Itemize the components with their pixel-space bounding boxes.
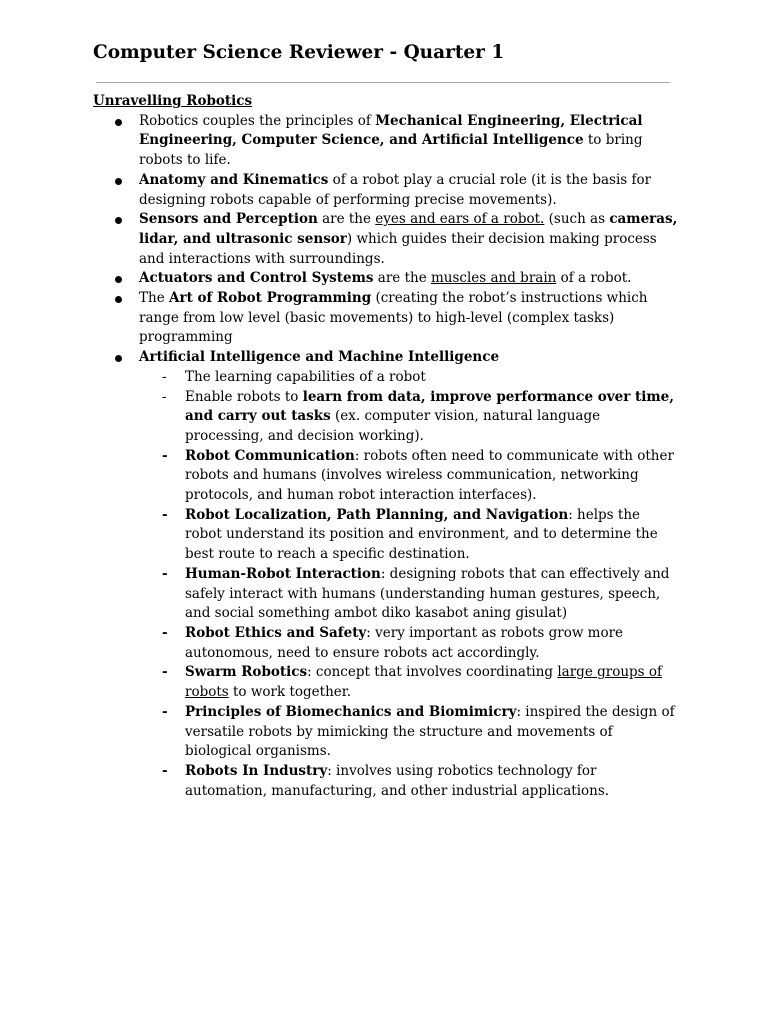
dash-marker: -	[162, 624, 168, 641]
dash-marker: -	[162, 664, 168, 681]
bullet-marker	[115, 355, 122, 362]
bullet-marker	[115, 296, 122, 303]
sub-item-localization-navigation: - Robot Localization, Path Planning, and Navigation: helps the robot understand its position and environment, and to determine the best route to reach a specific destination.	[162, 506, 658, 563]
sub-item-swarm-robotics: - Swarm Robotics: concept that involves coordinating large groups of robots to work together.	[162, 664, 663, 701]
dash-marker: -	[162, 506, 168, 523]
bullet-item-ai-machine-intelligence: Artificial Intelligence and Machine Intelligence - The learning capabilities of a robot - Enable robots to learn from data, improve performance over time, and carry out tasks (ex. computer vision, natural language processing, and decision working). - Robot Communication: robots often need to communicate with other robots and humans (involves wireless communication, networking protocols, and human robot interaction interfaces). - Robot Localization, Path Planning, and Navigation: helps the robot understand its position and environment, and to determine the best route to reach a specific destination. - Human-Robot Interaction: designing robots that can effectively and safely interact with humans (understanding human gestures, speech, and social something ambot diko kasabot aning gisulat) - Robot Ethics and Safety: very important as robots grow more autonomous, need to ensure robots act accordingly. - Swarm Robotics: concept that involves coordinating large groups of robots to work together. - Principles of Biomechanics and Biomimicry: inspired the design of versatile robots by mimicking the structure and movements of biological organisms. - Robots In Industry: involves using robotics technology for automation, manufacturing, and other industrial applications.	[139, 348, 678, 801]
dash-marker: -	[162, 388, 167, 405]
bullet-marker	[115, 119, 122, 126]
bullet-item-robot-programming: The Art of Robot Programming (creating the robot’s instructions which range from low level (basic movements) to high-level (complex tasks) programming	[139, 289, 678, 348]
document-body	[93, 92, 678, 801]
document-title: Computer Science Reviewer - Quarter 1	[93, 42, 505, 63]
bullet-item-anatomy-kinematics: Anatomy and Kinematics of a robot play a crucial role (it is the basis for designing robots capable of performing precise movements).	[139, 171, 678, 210]
bullet-list	[93, 112, 678, 802]
sub-list	[139, 368, 678, 801]
dash-marker: -	[162, 565, 168, 582]
dash-marker: -	[162, 368, 167, 385]
bullet-item-sensors-perception: Sensors and Perception are the eyes and ears of a robot. (such as cameras, lidar, and ultrasonic sensor) which guides their decision making process and interactions with surroundings.	[139, 210, 678, 269]
section-heading: Unravelling Robotics	[93, 93, 253, 109]
bullet-item-robotics-principles: Robotics couples the principles of Mechanical Engineering, Electrical Engineering, Computer Science, and Artificial Intelligence to bring robots to life.	[139, 112, 678, 171]
sub-item-robots-in-industry: - Robots In Industry: involves using robotics technology for automation, manufacturing, and other industrial applications.	[162, 762, 610, 799]
bullet-marker	[115, 217, 122, 224]
title-divider	[96, 82, 670, 83]
sub-item-ethics-safety: - Robot Ethics and Safety: very important as robots grow more autonomous, need to ensure robots act accordingly.	[162, 624, 624, 661]
sub-item-human-robot-interaction: - Human-Robot Interaction: designing robots that can effectively and safely interact with humans (understanding human gestures, speech, and social something ambot diko kasabot aning gisulat)	[162, 565, 670, 622]
bullet-item-actuators-control: Actuators and Control Systems are the muscles and brain of a robot.	[139, 269, 678, 289]
sub-item-biomechanics-biomimicry: - Principles of Biomechanics and Biomimicry: inspired the design of versatile robots by mimicking the structure and movements of biological organisms.	[162, 703, 675, 760]
dash-marker: -	[162, 762, 168, 779]
sub-item-learning-capabilities: - The learning capabilities of a robot	[185, 368, 678, 388]
sub-item-robot-communication: - Robot Communication: robots often need to communicate with other robots and humans (involves wireless communication, networking protocols, and human robot interaction interfaces).	[162, 447, 674, 504]
bullet-marker	[115, 178, 122, 185]
dash-marker: -	[162, 703, 168, 720]
dash-marker: -	[162, 447, 168, 464]
sub-item-learn-from-data: - Enable robots to learn from data, improve performance over time, and carry out tasks (ex. computer vision, natural language processing, and decision working).	[162, 388, 674, 444]
bullet-marker	[115, 276, 122, 283]
